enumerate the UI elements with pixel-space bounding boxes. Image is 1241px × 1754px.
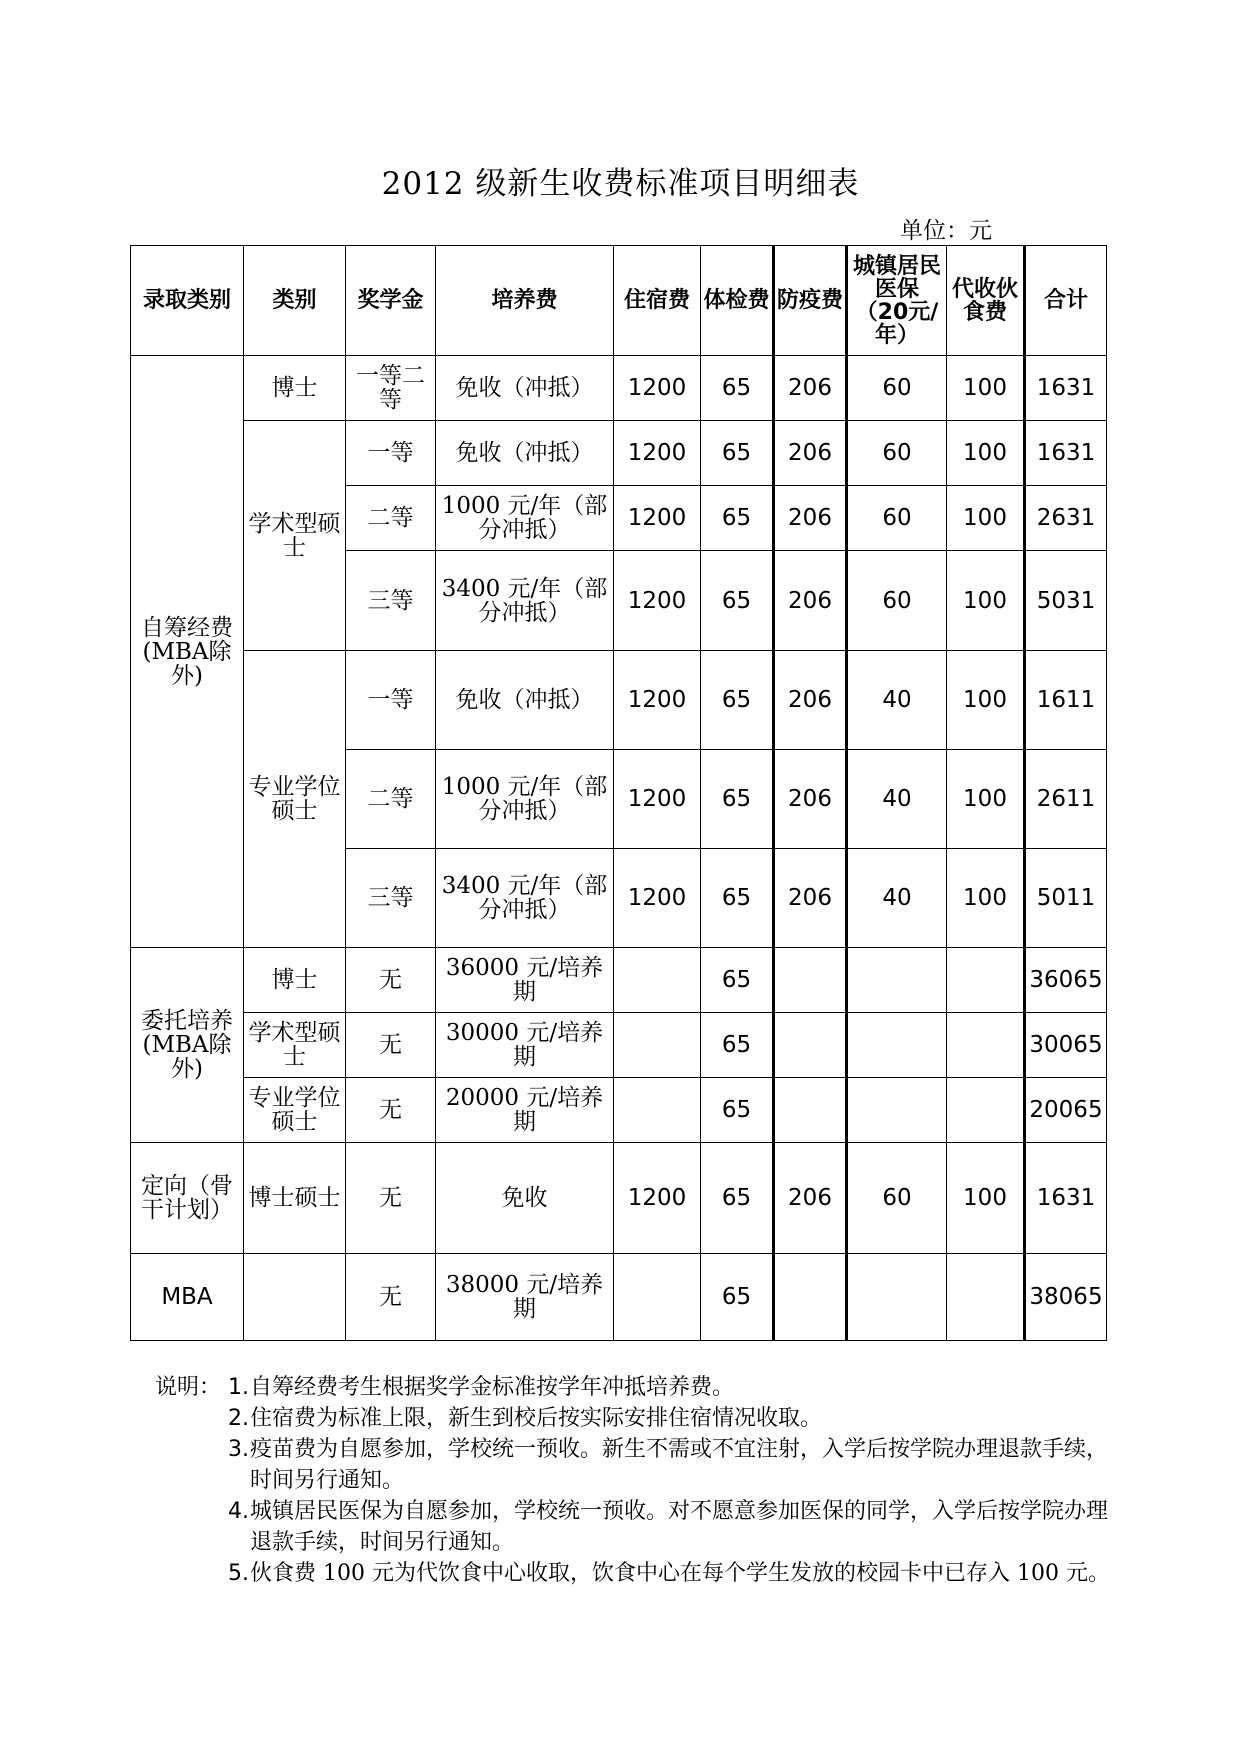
note-text: 住宿费为标准上限，新生到校后按实际安排住宿情况收取。 — [250, 1406, 823, 1431]
lodging-cell: 1200 — [614, 651, 701, 750]
note-item — [155, 1403, 1115, 1434]
header-category: 录取类别 — [131, 246, 244, 356]
header-exam: 体检费 — [701, 246, 774, 356]
vaccine-cell — [774, 1013, 847, 1078]
tuition-cell: 20000 元/培养期 — [436, 1078, 614, 1143]
total-cell: 30065 — [1025, 1013, 1107, 1078]
insurance-cell: 60 — [847, 486, 947, 551]
vaccine-cell: 206 — [774, 750, 847, 849]
note-number: 1. — [228, 1375, 249, 1400]
exam-cell: 65 — [701, 486, 774, 551]
note-text: 城镇居民医保为自愿参加，学校统一预收。对不愿意参加医保的同学，入学后按学院办理退款手续，时间另行通知。 — [250, 1499, 1109, 1555]
lodging-cell: 1200 — [614, 421, 701, 486]
meal-cell: 100 — [947, 750, 1025, 849]
fee-table — [130, 245, 1107, 1341]
note-number: 3. — [228, 1437, 249, 1462]
scholarship-cell: 一等二等 — [346, 356, 436, 421]
header-insurance: 城镇居民医保（20元/年） — [847, 246, 947, 356]
group-directed: 定向（骨干计划） — [131, 1143, 244, 1254]
vaccine-cell — [774, 948, 847, 1013]
tuition-cell: 1000 元/年（部分冲抵） — [436, 750, 614, 849]
tuition-cell: 36000 元/培养期 — [436, 948, 614, 1013]
vaccine-cell: 206 — [774, 1143, 847, 1254]
note-item — [155, 1558, 1115, 1589]
scholarship-cell: 一等 — [346, 421, 436, 486]
insurance-cell: 40 — [847, 651, 947, 750]
meal-cell — [947, 1254, 1025, 1341]
page-title: 2012 级新生收费标准项目明细表 — [381, 166, 860, 202]
header-meal: 代收伙食费 — [947, 246, 1025, 356]
header-lodging: 住宿费 — [614, 246, 701, 356]
exam-cell: 65 — [701, 849, 774, 948]
scholarship-cell: 无 — [346, 1013, 436, 1078]
vaccine-cell — [774, 1078, 847, 1143]
type-professional-master: 专业学位硕士 — [244, 1078, 346, 1143]
tuition-cell: 30000 元/培养期 — [436, 1013, 614, 1078]
scholarship-cell: 三等 — [346, 551, 436, 651]
note-text: 自筹经费考生根据奖学金标准按学年冲抵培养费。 — [250, 1375, 735, 1400]
meal-cell: 100 — [947, 651, 1025, 750]
lodging-cell — [614, 948, 701, 1013]
table-row — [131, 356, 1107, 421]
meal-cell: 100 — [947, 356, 1025, 421]
scholarship-cell: 二等 — [346, 750, 436, 849]
type-academic-master: 学术型硕士 — [244, 1013, 346, 1078]
header-row — [131, 246, 1107, 356]
vaccine-cell: 206 — [774, 356, 847, 421]
insurance-cell — [847, 1078, 947, 1143]
note-item — [155, 1372, 1115, 1403]
lodging-cell — [614, 1254, 701, 1341]
meal-cell: 100 — [947, 551, 1025, 651]
lodging-cell: 1200 — [614, 551, 701, 651]
scholarship-cell: 无 — [346, 1143, 436, 1254]
exam-cell: 65 — [701, 1143, 774, 1254]
insurance-cell: 60 — [847, 1143, 947, 1254]
note-item — [155, 1496, 1115, 1558]
tuition-cell: 3400 元/年（部分冲抵） — [436, 849, 614, 948]
exam-cell: 65 — [701, 1254, 774, 1341]
tuition-cell: 免收 — [436, 1143, 614, 1254]
meal-cell — [947, 1078, 1025, 1143]
group-self-funded: 自筹经费(MBA除外) — [131, 356, 244, 948]
insurance-cell: 60 — [847, 356, 947, 421]
scholarship-cell: 无 — [346, 1254, 436, 1341]
total-cell: 1631 — [1025, 356, 1107, 421]
meal-cell: 100 — [947, 1143, 1025, 1254]
table-row — [131, 1143, 1107, 1254]
tuition-cell: 38000 元/培养期 — [436, 1254, 614, 1341]
exam-cell: 65 — [701, 551, 774, 651]
total-cell: 38065 — [1025, 1254, 1107, 1341]
header-tuition: 培养费 — [436, 246, 614, 356]
insurance-cell: 60 — [847, 421, 947, 486]
vaccine-cell: 206 — [774, 849, 847, 948]
note-item — [155, 1434, 1115, 1496]
lodging-cell: 1200 — [614, 849, 701, 948]
tuition-cell: 免收（冲抵） — [436, 356, 614, 421]
lodging-cell: 1200 — [614, 750, 701, 849]
total-cell: 1631 — [1025, 421, 1107, 486]
unit-label: 单位：元 — [900, 218, 992, 244]
tuition-cell: 免收（冲抵） — [436, 421, 614, 486]
lodging-cell: 1200 — [614, 356, 701, 421]
group-mba: MBA — [131, 1254, 244, 1341]
meal-cell: 100 — [947, 486, 1025, 551]
scholarship-cell: 三等 — [346, 849, 436, 948]
type-professional-master: 专业学位硕士 — [244, 651, 346, 948]
table-row — [131, 421, 1107, 486]
scholarship-cell: 无 — [346, 1078, 436, 1143]
total-cell: 36065 — [1025, 948, 1107, 1013]
header-scholarship: 奖学金 — [346, 246, 436, 356]
scholarship-cell: 无 — [346, 948, 436, 1013]
header-total: 合计 — [1025, 246, 1107, 356]
insurance-cell — [847, 1013, 947, 1078]
table-row — [131, 651, 1107, 750]
total-cell: 1631 — [1025, 1143, 1107, 1254]
meal-cell: 100 — [947, 849, 1025, 948]
lodging-cell — [614, 1078, 701, 1143]
insurance-cell: 40 — [847, 849, 947, 948]
type-phd: 博士 — [244, 948, 346, 1013]
vaccine-cell — [774, 1254, 847, 1341]
total-cell: 5031 — [1025, 551, 1107, 651]
note-number: 2. — [228, 1406, 249, 1431]
insurance-cell: 40 — [847, 750, 947, 849]
note-number: 4. — [228, 1499, 249, 1524]
exam-cell: 65 — [701, 1078, 774, 1143]
exam-cell: 65 — [701, 651, 774, 750]
table-row — [131, 1013, 1107, 1078]
note-text: 伙食费 100 元为代饮食中心收取，饮食中心在每个学生发放的校园卡中已存入 100 元。 — [250, 1561, 1110, 1586]
notes-lead: 说明： — [155, 1375, 222, 1400]
type-academic-master: 学术型硕士 — [244, 421, 346, 651]
table-row — [131, 1254, 1107, 1341]
note-text: 疫苗费为自愿参加，学校统一预收。新生不需或不宜注射，入学后按学院办理退款手续，时间另行通知。 — [250, 1437, 1109, 1493]
header-vaccine: 防疫费 — [774, 246, 847, 356]
total-cell: 2631 — [1025, 486, 1107, 551]
tuition-cell: 3400 元/年（部分冲抵） — [436, 551, 614, 651]
exam-cell: 65 — [701, 356, 774, 421]
scholarship-cell: 一等 — [346, 651, 436, 750]
total-cell: 5011 — [1025, 849, 1107, 948]
exam-cell: 65 — [701, 750, 774, 849]
type-phd-master: 博士硕士 — [244, 1143, 346, 1254]
scholarship-cell: 二等 — [346, 486, 436, 551]
lodging-cell: 1200 — [614, 486, 701, 551]
table-row — [131, 948, 1107, 1013]
notes-section — [155, 1372, 1115, 1589]
vaccine-cell: 206 — [774, 486, 847, 551]
total-cell: 20065 — [1025, 1078, 1107, 1143]
lodging-cell: 1200 — [614, 1143, 701, 1254]
type-phd: 博士 — [244, 356, 346, 421]
meal-cell — [947, 948, 1025, 1013]
tuition-cell: 1000 元/年（部分冲抵） — [436, 486, 614, 551]
insurance-cell: 60 — [847, 551, 947, 651]
insurance-cell — [847, 1254, 947, 1341]
tuition-cell: 免收（冲抵） — [436, 651, 614, 750]
exam-cell: 65 — [701, 421, 774, 486]
lodging-cell — [614, 1013, 701, 1078]
insurance-cell — [847, 948, 947, 1013]
type-cell-empty — [244, 1254, 346, 1341]
exam-cell: 65 — [701, 948, 774, 1013]
header-type: 类别 — [244, 246, 346, 356]
meal-cell — [947, 1013, 1025, 1078]
group-commissioned: 委托培养(MBA除外) — [131, 948, 244, 1143]
total-cell: 1611 — [1025, 651, 1107, 750]
note-number: 5. — [228, 1561, 249, 1586]
exam-cell: 65 — [701, 1013, 774, 1078]
vaccine-cell: 206 — [774, 551, 847, 651]
vaccine-cell: 206 — [774, 651, 847, 750]
table-row — [131, 1078, 1107, 1143]
total-cell: 2611 — [1025, 750, 1107, 849]
meal-cell: 100 — [947, 421, 1025, 486]
vaccine-cell: 206 — [774, 421, 847, 486]
